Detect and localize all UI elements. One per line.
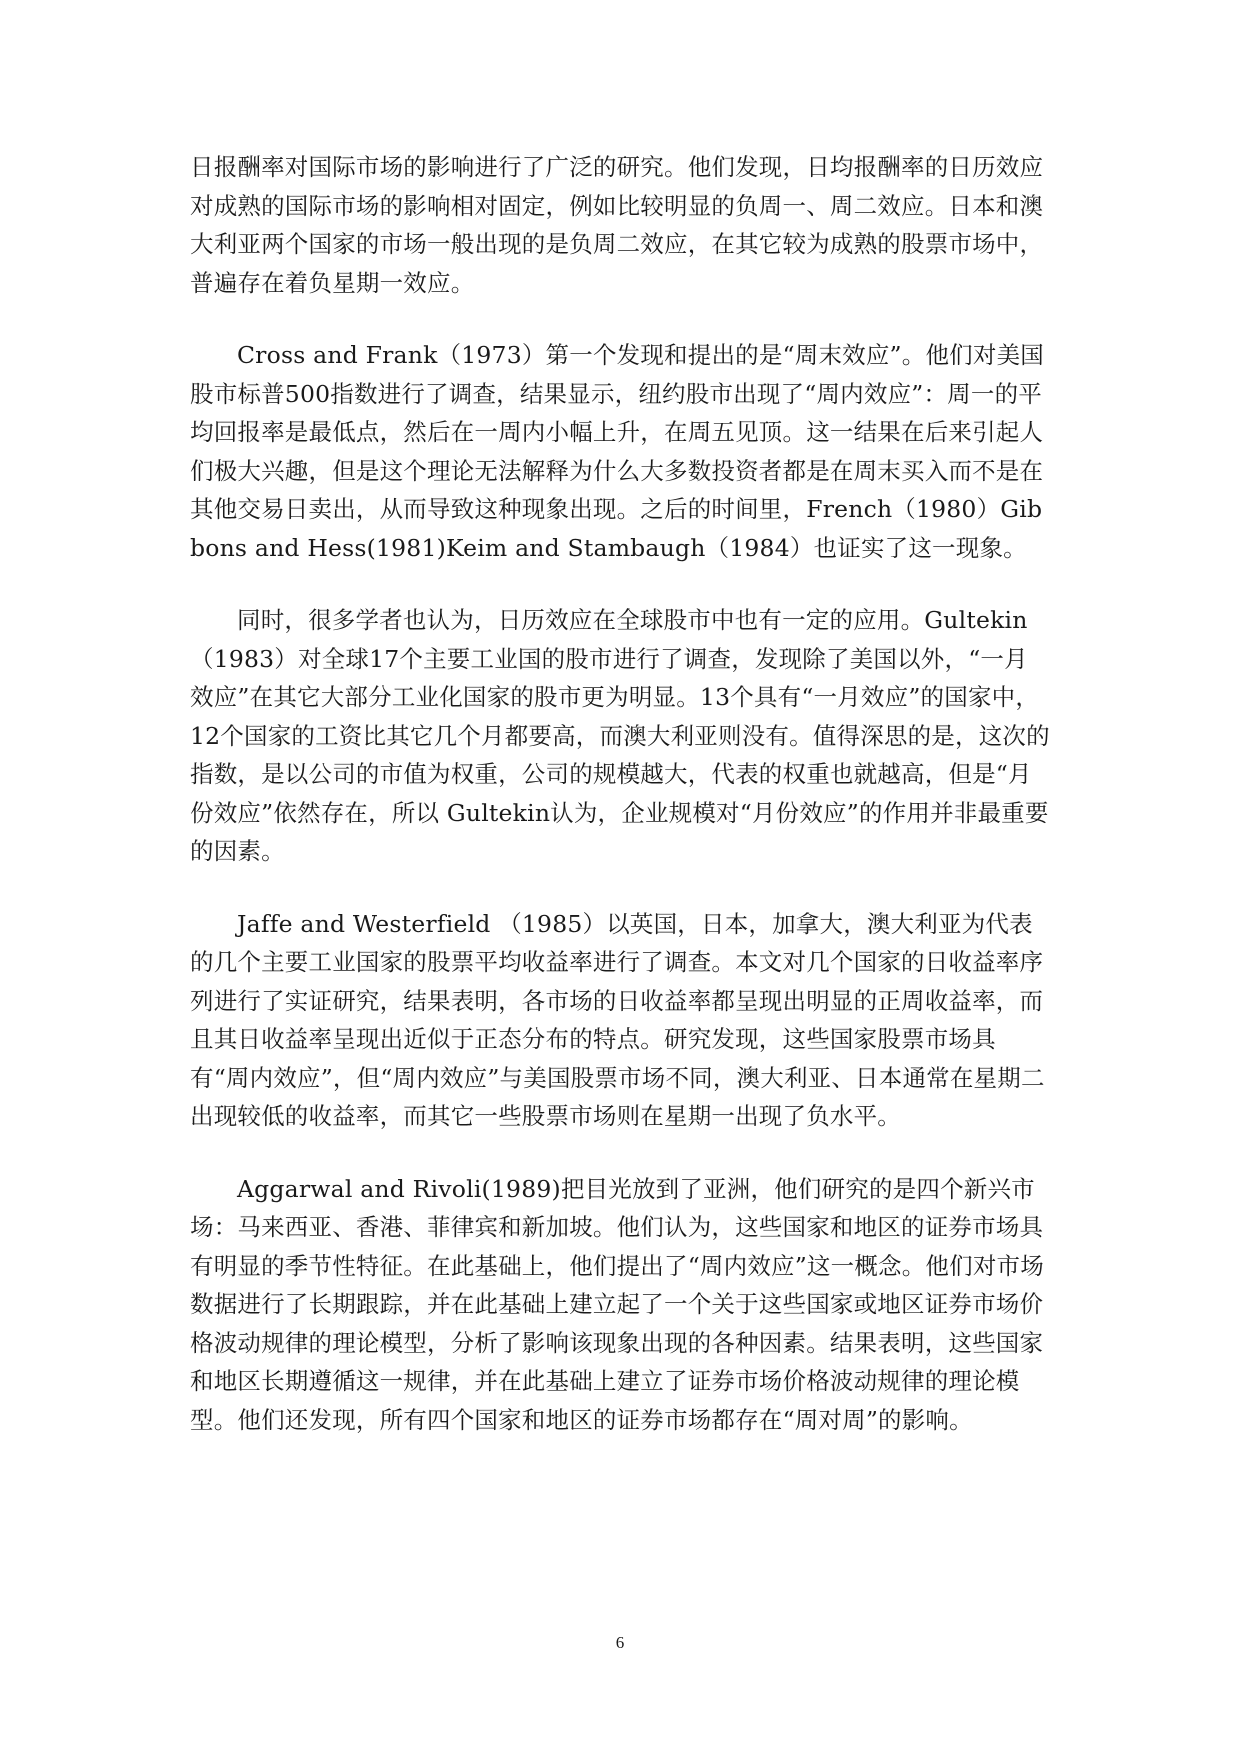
paragraph-5: Aggarwal and Rivoli(1989)把目光放到了亚洲，他们研究的是四个新兴市场：马来西亚、香港、菲律宾和新加坡。他们认为，这些国家和地区的证券市场具有明显的季节性特征。在此基础上，他们提出了“周内效应”这一概念。他们对市场数据进行了长期跟踪，并在此基础上建立起了一个关于这些国家或地区证券市场价格波动规律的理论模型，分析了影响该现象出现的各种因素。结果表明，这些国家和地区长期遵循这一规律，并在此基础上建立了证券市场价格波动规律的理论模型。他们还发现，所有四个国家和地区的证券市场都存在“周对周”的影响。: [190, 1174, 1044, 1434]
paragraph-4: Jaffe and Westerfield （1985）以英国，日本，加拿大，澳大利亚为代表的几个主要工业国家的股票平均收益率进行了调查。本文对几个国家的日收益率序列进行了实证研究，结果表明，各市场的日收益率都呈现出明显的正周收益率，而且其日收益率呈现出近似于正态分布的特点。研究发现，这些国家股票市场具有“周内效应”，但“周内效应”与美国股票市场不同，澳大利亚、日本通常在星期二出现较低的收益率，而其它一些股票市场则在星期一出现了负水平。: [190, 909, 1045, 1130]
page-number: 6: [615, 1633, 625, 1652]
paragraph-2: Cross and Frank（1973）第一个发现和提出的是“周末效应”。他们对美国股市标普500指数进行了调查，结果显示，纽约股市出现了“周内效应”：周一的平均回报率是最低点，然后在一周内小幅上升，在周五见顶。这一结果在后来引起人们极大兴趣，但是这个理论无法解释为什么大多数投资者都是在周末买入而不是在其他交易日卖出，从而导致这种现象出现。之后的时间里，French（1980）Gibbons and Hess(1981)Keim and Stambaugh（1984）也证实了这一现象。: [190, 341, 1044, 562]
paragraph-3: 同时，很多学者也认为，日历效应在全球股市中也有一定的应用。Gultekin（1983）对全球17个主要工业国的股市进行了调查，发现除了美国以外，“一月效应”在其它大部分工业化国家的股市更为明显。13个具有“一月效应”的国家中，12个国家的工资比其它几个月都要高，而澳大利亚则没有。值得深思的是，这次的指数，是以公司的市值为权重，公司的规模越大，代表的权重也就越高，但是“月份效应”依然存在，所以 Gultekin认为，企业规模对“月份效应”的作用并非最重要的因素。: [190, 606, 1050, 865]
body-text: [190, 148, 1050, 1439]
paragraph-1: 日报酬率对国际市场的影响进行了广泛的研究。他们发现，日均报酬率的日历效应对成熟的国际市场的影响相对固定，例如比较明显的负周一、周二效应。日本和澳大利亚两个国家的市场一般出现的是负周二效应，在其它较为成熟的股票市场中，普遍存在着负星期一效应。: [190, 153, 1044, 297]
